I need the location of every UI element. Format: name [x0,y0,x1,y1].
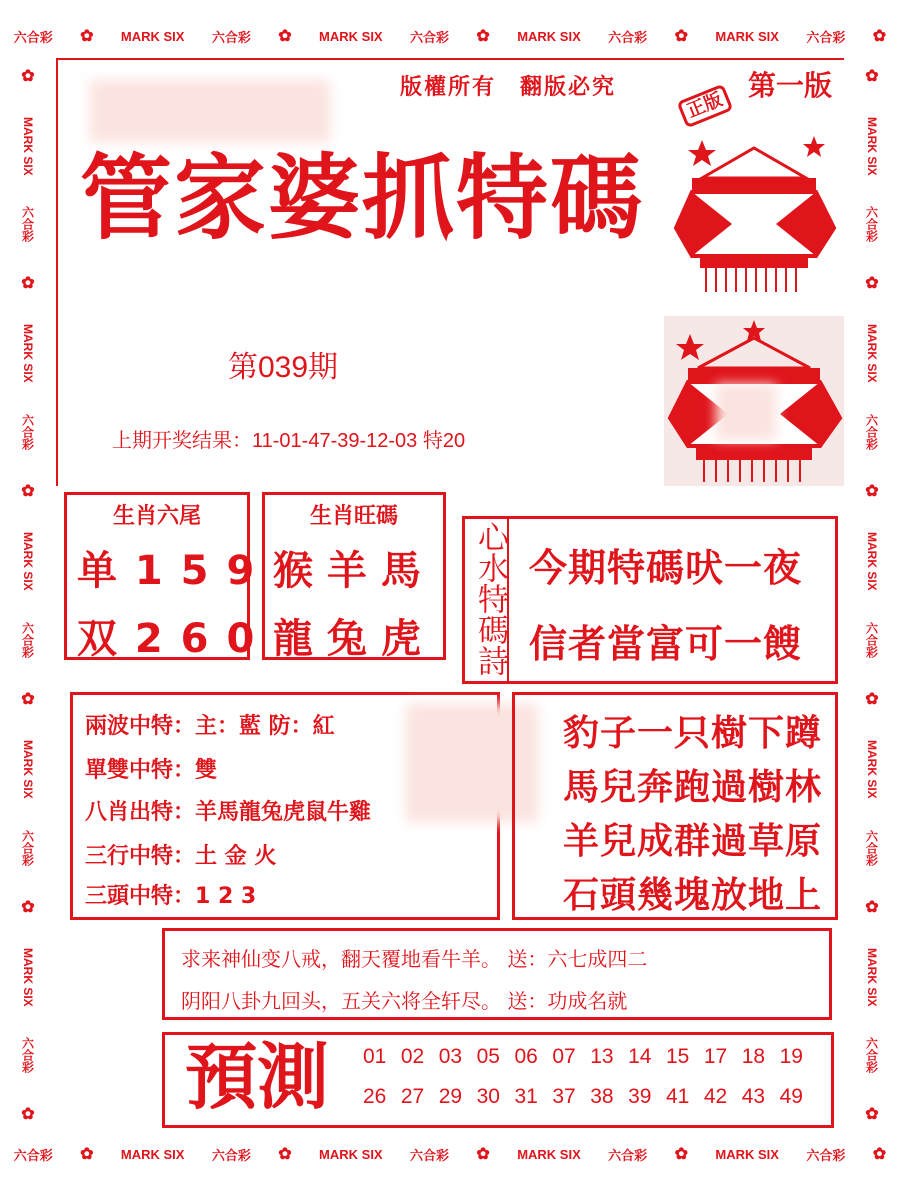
border-top [0,22,900,50]
brand-text: 六合彩 [864,829,879,866]
mark-six-text: MARK SIX [21,532,35,591]
brand-text: 六合彩 [806,1147,846,1163]
tail-box-title: 生肖六尾 [112,503,201,529]
flower-icon: ✿ [865,483,879,501]
forecast-number: 06 [514,1045,538,1068]
flower-icon: ✿ [865,1106,879,1124]
mark-six-text: MARK SIX [319,1146,383,1162]
edition-label: 第一版 [748,69,833,102]
brand-text: 六合彩 [410,1147,450,1163]
mark-six-text: MARK SIX [21,739,35,799]
brand-text: 六合彩 [20,414,35,451]
riddle-line-2: 阴阳八卦九回头，五关六将全轩尽。 送：功成名就 [181,989,628,1013]
forecast-number: 26 [363,1085,387,1108]
border-bottom [0,1140,900,1168]
flower-icon: ✿ [476,1146,490,1163]
forecast-number: 02 [400,1045,425,1068]
flower-icon: ✿ [278,28,292,45]
flower-icon: ✿ [872,1146,887,1163]
forecast-number: 03 [438,1045,463,1068]
forecast-number: 05 [476,1045,500,1068]
brand-text: 六合彩 [20,206,35,243]
border-right [858,50,886,1140]
forecast-number: 27 [400,1085,425,1108]
mark-six-text: MARK SIX [865,324,879,383]
mark-six-text: MARK SIX [319,28,383,44]
eight-zodiac-special: 八肖出特：羊馬龍兔虎鼠牛雞 [85,800,372,825]
forecast-label: 預測 [185,1034,330,1119]
zodiac-row-1: 猴 羊 馬 [273,548,421,594]
copyright-notice: 版權所有 翻版必究 [400,74,617,100]
brand-text: 六合彩 [13,29,53,45]
heart-poem-line-1: 今期特碼吠一夜 [529,546,803,590]
flower-icon: ✿ [21,690,35,708]
forecast-number: 31 [514,1085,538,1108]
mark-six-text: MARK SIX [21,324,35,383]
mark-six-text: MARK SIX [21,116,35,176]
flower-icon: ✿ [865,690,879,708]
mark-six-text: MARK SIX [865,532,879,591]
forecast-box [162,1032,834,1128]
forecast-number: 19 [779,1045,803,1068]
forecast-number: 15 [666,1045,690,1068]
forecast-number: 01 [363,1045,387,1068]
flower-icon: ✿ [21,1106,35,1124]
flower-icon: ✿ [80,1146,94,1163]
flower-icon: ✿ [865,898,879,916]
issue-number: 第039期 [228,351,339,384]
forecast-number: 13 [590,1045,614,1068]
brand-text: 六合彩 [410,29,450,45]
mark-six-text: MARK SIX [865,116,879,176]
star-icon [803,136,825,157]
mark-six-text: MARK SIX [517,1146,581,1162]
border-left [14,50,42,1140]
flower-icon: ✿ [21,67,35,85]
flower-icon: ✿ [872,28,887,45]
flower-icon: ✿ [476,28,490,45]
brand-text: 六合彩 [211,1147,251,1163]
page-title: 管家婆抓特碼 [80,144,645,252]
star-icon [688,140,716,166]
mark-six-text: MARK SIX [865,739,879,799]
brand-text: 六合彩 [864,206,879,243]
forecast-number: 14 [628,1045,652,1068]
mark-six-text: MARK SIX [120,1146,185,1162]
forecast-number: 37 [552,1085,576,1108]
heads-special: 三頭中特：1 2 3 [85,884,257,909]
mark-six-text: MARK SIX [865,947,879,1007]
forecast-number: 43 [741,1085,766,1108]
poem-line-2: 馬兒奔跑過樹林 [563,767,823,808]
heart-poem-line-2: 信者當富可一餿 [529,622,803,666]
forecast-number: 38 [590,1085,614,1108]
flower-icon: ✿ [674,1146,688,1163]
zodiac-box [262,492,446,660]
mark-six-text: MARK SIX [715,1146,779,1162]
brand-text: 六合彩 [864,621,879,658]
brand-text: 六合彩 [864,414,879,451]
forecast-number: 39 [628,1085,652,1108]
redacted-area [716,384,776,440]
zodiac-box-title: 生肖旺碼 [309,503,398,529]
forecast-numbers [363,1045,803,1109]
tail-odd-row: 单 1 5 9 [77,548,257,594]
forecast-number: 42 [703,1085,728,1108]
elements-special: 三行中特：土 金 火 [85,844,277,869]
brand-text: 六合彩 [608,29,648,45]
redacted-area [90,80,330,142]
brand-text: 六合彩 [864,1037,879,1074]
lantern-icon [672,128,836,298]
forecast-number: 18 [741,1045,766,1068]
forecast-number: 17 [703,1045,728,1068]
brand-text: 六合彩 [20,621,35,658]
brand-text: 六合彩 [20,1037,35,1074]
brand-text: 六合彩 [608,1147,648,1163]
forecast-number: 49 [779,1085,803,1108]
forecast-number: 07 [552,1045,576,1068]
poem-line-4: 石頭幾塊放地上 [563,875,823,916]
last-result: 上期开奖结果：11-01-47-39-12-03 特20 [112,430,466,452]
mark-six-text: MARK SIX [21,947,35,1007]
flower-icon: ✿ [21,483,35,501]
flower-icon: ✿ [21,898,35,916]
forecast-number: 29 [438,1085,463,1108]
brand-text: 六合彩 [211,29,251,45]
flower-icon: ✿ [865,67,879,85]
heart-poem-box [462,516,838,684]
brand-text: 六合彩 [806,29,846,45]
brand-text: 六合彩 [20,829,35,866]
riddle-box [162,928,832,1020]
poem-line-1: 豹子一只樹下蹲 [563,713,823,754]
tail-even-row: 双 2 6 0 [77,616,257,662]
mark-six-text: MARK SIX [715,28,779,44]
flower-icon: ✿ [865,275,879,293]
forecast-row-2 [363,1085,803,1109]
mark-six-text: MARK SIX [517,28,581,44]
riddle-line-1: 求来神仙变八戒，翻天覆地看牛羊。 送：六七成四二 [181,947,648,971]
flower-icon: ✿ [278,1146,292,1163]
forecast-number: 30 [476,1085,500,1108]
heart-poem-divider [507,519,509,681]
poem-line-3: 羊兒成群過草原 [563,821,823,862]
flower-icon: ✿ [21,275,35,293]
forecast-number: 41 [666,1085,690,1108]
tail-box [64,492,257,662]
genuine-seal: 正版 [677,84,734,129]
brand-text: 六合彩 [13,1147,53,1163]
heart-poem-label: 心水特碼詩 [472,521,508,676]
poem-box [512,692,838,920]
parity-special: 單雙中特：雙 [85,758,218,783]
mark-six-text: MARK SIX [120,28,185,44]
flower-icon: ✿ [80,28,94,45]
wave-special: 兩波中特：主：藍 防：紅 [85,714,335,739]
forecast-row-1 [363,1045,803,1069]
flower-icon: ✿ [674,28,688,45]
zodiac-row-2: 龍 兔 虎 [273,616,421,662]
